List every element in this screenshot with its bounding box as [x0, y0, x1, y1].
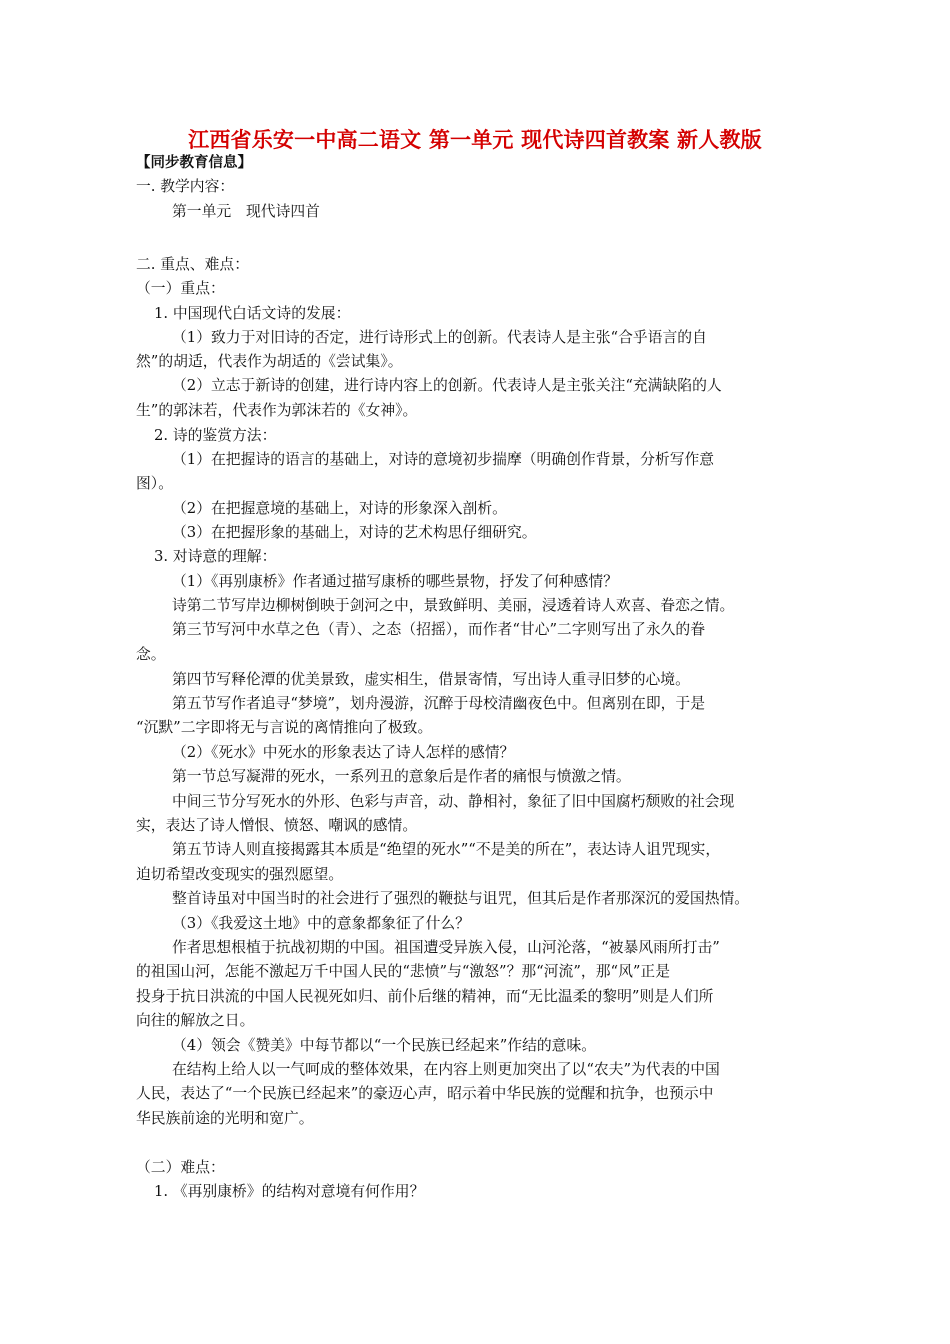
text-line: 中间三节分写死水的外形、色彩与声音，动、静相衬，象征了旧中国腐朽颓败的社会现	[172, 793, 735, 810]
section-header: 【同步教育信息】	[136, 155, 252, 171]
text-line: 实，表达了诗人憎恨、愤怒、嘲讽的感情。	[136, 817, 418, 834]
text-line: 第一节总写凝滞的死水，一系列丑的意象后是作者的痛恨与愤激之情。	[172, 768, 631, 785]
list-item: 1. 中国现代白话文诗的发展：	[154, 305, 351, 322]
text-line: （2）在把握意境的基础上，对诗的形象深入剖析。	[172, 500, 507, 517]
text-line: 向往的解放之日。	[136, 1012, 255, 1029]
subheading-key: （一）重点：	[136, 280, 225, 297]
text-line: （2）《死水》中死水的形象表达了诗人怎样的感情？	[172, 744, 515, 761]
text-line: 的祖国山河，怎能不激起万千中国人民的“悲愤”与“激怒”？那“河流”，那“风”正是	[136, 963, 671, 980]
subheading-difficult: （二）难点：	[136, 1159, 225, 1176]
text-line: （1）致力于对旧诗的否定，进行诗形式上的创新。代表诗人是主张“合乎语言的自	[172, 329, 707, 346]
text-line: “沉默”二字即将无与言说的离情推向了极致。	[136, 719, 433, 736]
text-line: 生”的郭沫若，代表作为郭沫若的《女神》。	[136, 402, 418, 419]
list-item: 3. 对诗意的理解：	[154, 548, 277, 565]
text-line: 作者思想根植于抗战初期的中国。祖国遭受异族入侵，山河沦落，“被暴风雨所打击”	[172, 939, 720, 956]
text-line: （3）《我爱这土地》中的意象都象征了什么？	[172, 915, 470, 932]
text-line: 投身于抗日洪流的中国人民视死如归、前仆后继的精神，而“无比温柔的黎明”则是人们所	[136, 988, 714, 1005]
text-line: 第三节写河中水草之色（青）、之态（招摇），而作者“甘心”二字则写出了永久的眷	[172, 621, 706, 638]
text-line: 整首诗虽对中国当时的社会进行了强烈的鞭挞与诅咒，但其后是作者那深沉的爱国热情。	[172, 890, 750, 907]
heading-key-points: 二. 重点、难点：	[136, 256, 249, 273]
text-line: （3）在把握形象的基础上，对诗的艺术构思仔细研究。	[172, 524, 537, 541]
text-line: 图）。	[136, 475, 173, 492]
text-line: 华民族前途的光明和宽广。	[136, 1110, 314, 1127]
text-line: 第五节诗人则直接揭露其本质是“绝望的死水”“不是美的所在”，表达诗人诅咒现实，	[172, 841, 721, 858]
text-line: （1）在把握诗的语言的基础上，对诗的意境初步揣摩（明确创作背景，分析写作意	[172, 451, 715, 468]
text-line: （2）立志于新诗的创建，进行诗内容上的创新。代表诗人是主张关注“充满缺陷的人	[172, 377, 722, 394]
text-line: 第五节写作者追寻“梦境”，划舟漫游，沉醉于母校清幽夜色中。但离别在即，于是	[172, 695, 706, 712]
text-line: （1）《再别康桥》作者通过描写康桥的哪些景物，抒发了何种感情？	[172, 573, 618, 590]
text-line: 然”的胡适，代表作为胡适的《尝试集》。	[136, 353, 403, 370]
text-line: 念。	[136, 646, 166, 663]
list-item: 2. 诗的鉴赏方法：	[154, 427, 277, 444]
document-title: 江西省乐安一中高二语文 第一单元 现代诗四首教案 新人教版	[188, 128, 762, 152]
text-line: 第一单元 现代诗四首	[172, 203, 320, 220]
text-line: 诗第二节写岸边柳树倒映于剑河之中，景致鲜明、美丽，浸透着诗人欢喜、眷恋之情。	[172, 597, 735, 614]
text-line: （4）领会《赞美》中每节都以“一个民族已经起来”作结的意味。	[172, 1037, 597, 1054]
text-line: 在结构上给人以一气呵成的整体效果，在内容上则更加突出了以“农夫”为代表的中国	[172, 1061, 720, 1078]
list-item: 1. 《再别康桥》的结构对意境有何作用？	[154, 1183, 425, 1200]
text-line: 迫切希望改变现实的强烈愿望。	[136, 866, 344, 883]
text-line: 人民，表达了“一个民族已经起来”的豪迈心声，昭示着中华民族的觉醒和抗争，也预示中	[136, 1085, 714, 1102]
heading-teaching-content: 一. 教学内容：	[136, 178, 235, 195]
text-line: 第四节写释伦潭的优美景致，虚实相生，借景寄情，写出诗人重寻旧梦的心境。	[172, 671, 690, 688]
